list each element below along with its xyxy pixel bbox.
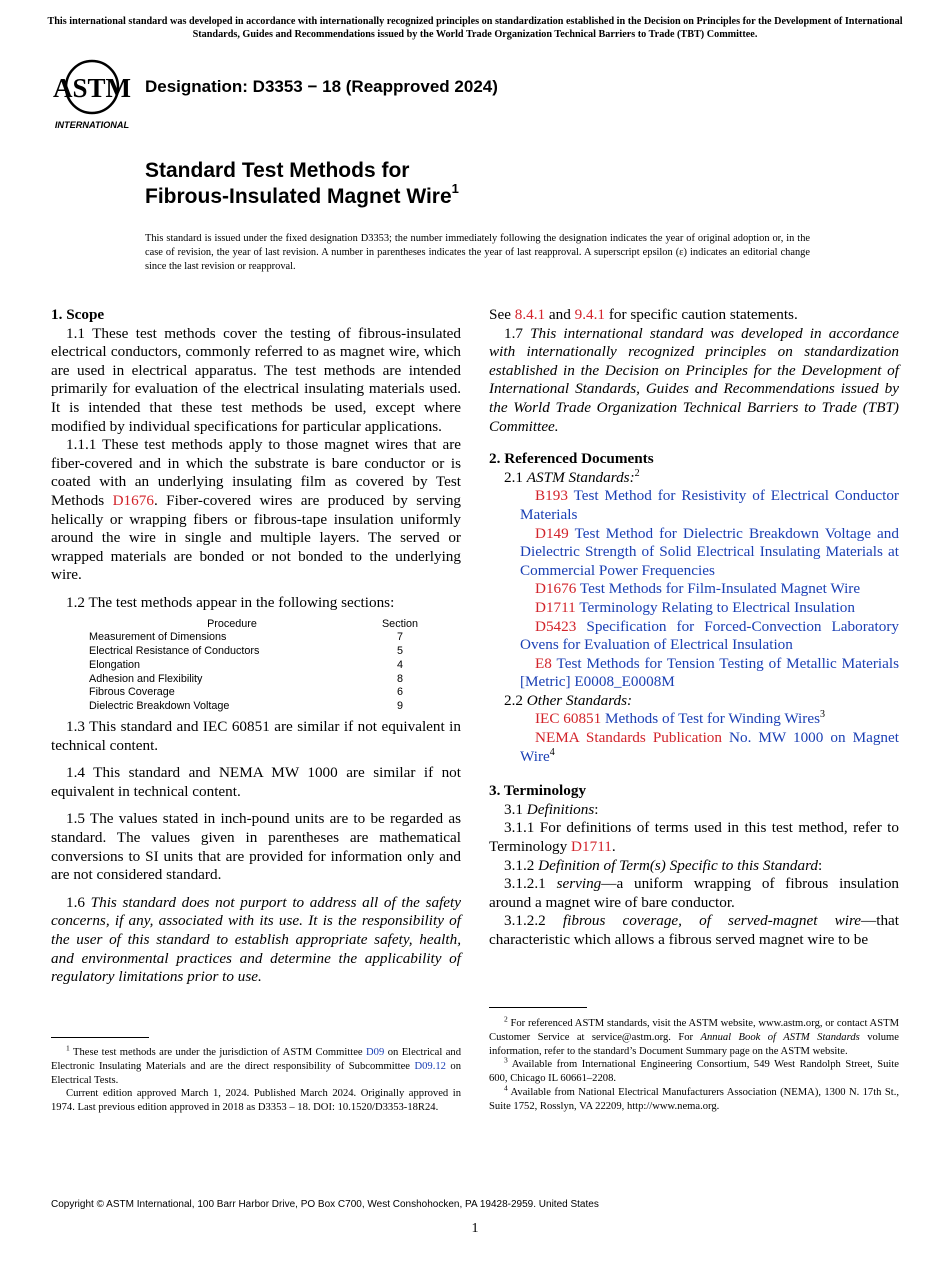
para-3-1: 3.1 Definitions: — [504, 800, 599, 818]
para-1-3: 1.3 This standard and IEC 60851 are similar if not equivalent in technical content. — [51, 718, 461, 754]
designation: Designation: D3353 − 18 (Reapproved 2024) — [145, 77, 498, 96]
link-d1711[interactable]: D1711 — [571, 838, 612, 856]
footnotes-right — [489, 1014, 899, 1114]
table-cell-section: 5 — [396, 645, 403, 658]
table-cell-procedure: Fibrous Coverage — [89, 686, 175, 699]
title-line-1: Standard Test Methods for — [145, 159, 410, 182]
section-3-heading: 3. Terminology — [489, 782, 587, 800]
link-d09[interactable]: D09 — [366, 1047, 385, 1058]
ref-item-b193[interactable]: B193 Test Method for Resistivity of Electrical Conductor Materials — [520, 487, 899, 523]
logo-subtext: INTERNATIONAL — [54, 120, 130, 130]
link-d09-12[interactable]: D09.12 — [414, 1060, 446, 1072]
table-cell-procedure: Measurement of Dimensions — [89, 631, 227, 644]
right-column — [489, 306, 899, 950]
para-1-1: 1.1 These test methods cover the testing of fibrous-insulated electrical conductors, commonly referred to as magnet wire, which are used in electrical apparatus. The test methods are intended primarily for evaluation of the electrical insulating materials used. It is intended that these test methods be used, except where modified by individual specifications for particular applications. — [51, 324, 461, 435]
para-3-1-2: 3.1.2 Definition of Term(s) Specific to this Standard: — [504, 856, 823, 874]
footnote-divider-left — [51, 1037, 149, 1038]
ref-item-e8[interactable]: E8 Test Methods for Tension Testing of Metallic Materials [Metric] E0008_E0008M — [520, 654, 899, 691]
logo-text: ASTM — [52, 73, 132, 103]
para-1-2: 1.2 The test methods appear in the following sections: — [66, 593, 395, 611]
table-cell-section: 9 — [396, 700, 403, 713]
link-8-4-1[interactable]: 8.4.1 — [514, 306, 546, 323]
footnote-mark-2[interactable]: 2 — [634, 467, 640, 479]
footnotes-left — [51, 1043, 462, 1115]
table-cell-section: 7 — [396, 631, 403, 644]
para-3-1-2-1: 3.1.2.1 serving—a uniform wrapping of fibrous insulation around a magnet wire of bare conductor. — [489, 875, 900, 911]
ref-item-d149[interactable]: D149 Test Method for Dielectric Breakdown Voltage and Dielectric Strength of Solid Electrical Insulating Materials at Commercial Power Frequencies — [520, 524, 899, 579]
table-row — [89, 645, 425, 659]
table-row — [89, 631, 425, 645]
para-3-1-2-2: 3.1.2.2 fibrous coverage, of served-magnet wire—that characteristic which allows a fibrous served magnet wire to be — [489, 912, 899, 948]
top-notice: This international standard was developed in accordance with internationally recognized principles on standardization established in the Decision on Principles for the Development of International Standards, Guides and Recommendations issued by the World Trade Organization Technical Barriers to Trade (TBT) Committee. — [47, 16, 903, 40]
table-row — [89, 673, 425, 687]
table-cell-procedure: Dielectric Breakdown Voltage — [89, 700, 230, 713]
para-3-1-1: 3.1.1 For definitions of terms used in this test method, refer to Terminology D1711. — [489, 819, 899, 856]
table-cell-procedure: Electrical Resistance of Conductors — [89, 645, 260, 658]
astm-logo-icon — [52, 56, 136, 132]
copyright: Copyright © ASTM International, 100 Barr Harbor Drive, PO Box C700, West Conshohocken, PA 19428-2959. United States — [51, 1199, 599, 1210]
para-2-1: 2.1 ASTM Standards:$^2$ — [504, 467, 640, 486]
para-1-5: 1.5 The values stated in inch-pound units are to be regarded as standard. The values given in parentheses are mathematical conversions to SI units that are provided for information only and are not considered standard. — [51, 810, 461, 884]
footnote-2: $^2$ For referenced ASTM standards, visit the ASTM website, www.astm.org, or contact ASTM Customer Service at service@astm.org. For Annual Book of ASTM Standards volume information, refer to the standard’s Document Summary page on the ASTM website. — [489, 1014, 899, 1057]
link-9-4-1[interactable]: 9.4.1 — [574, 306, 606, 323]
link-d1676[interactable]: D1676 — [112, 491, 154, 509]
page-title — [145, 158, 459, 210]
ref-item-nema-mw1000[interactable]: NEMA Standards Publication No. MW 1000 on Magnet Wire$^4$ — [520, 729, 899, 765]
table-row — [89, 700, 425, 714]
footnote-4: $^4$ Available from National Electrical Manufacturers Association (NEMA), 1300 N. 17th St., Suite 1752, Rosslyn, VA 22209, http://www.nema.org. — [489, 1083, 899, 1112]
table-header-section: Section — [381, 617, 418, 630]
ref-item-d1676[interactable]: D1676 Test Methods for Film-Insulated Magnet Wire — [535, 580, 861, 598]
left-column — [51, 306, 461, 987]
footnote-3: $^3$ Available from International Engineering Consortium, 549 West Randolph Street, Suite 600, Chicago IL 60661–2208. — [489, 1055, 899, 1085]
ref-item-d1711[interactable]: D1711 Terminology Relating to Electrical Insulation — [535, 598, 855, 616]
table-cell-section: 8 — [396, 672, 403, 685]
table-cell-procedure: Adhesion and Flexibility — [89, 672, 203, 685]
footnote-divider-right — [489, 1007, 587, 1008]
title-line-2: Fibrous-Insulated Magnet Wire$^1$ — [145, 181, 459, 208]
section-2-heading: 2. Referenced Documents — [489, 450, 654, 468]
para-1-6-continued: See 8.4.1 and 9.4.1 for specific caution statements. — [489, 306, 798, 323]
section-1-heading: 1. Scope — [51, 306, 105, 323]
title-footnote-mark[interactable]: 1 — [451, 181, 459, 196]
para-1-4: 1.4 This standard and NEMA MW 1000 are similar if not equivalent in technical content. — [51, 764, 461, 800]
edition-note: Current edition approved March 1, 2024. Published March 2024. Originally approved in 1974. Last previous edition approved in 2018 as D3353 – 18. DOI: 10.1520/D3353-18R24. — [51, 1088, 461, 1114]
ref-item-d5423[interactable]: D5423 Specification for Forced-Convection Laboratory Ovens for Evaluation of Electrical Insulation — [520, 617, 900, 654]
table-cell-section: 6 — [396, 686, 403, 699]
para-1-6: 1.6 This standard does not purport to address all of the safety concerns, if any, associated with its use. It is the responsibility of the user of this standard to establish appropriate safety, health, and environmental practices and determine the applicability of regulatory limitations prior to use. — [51, 893, 462, 986]
para-2-2: 2.2 Other Standards: — [504, 691, 633, 709]
sections-table — [89, 618, 425, 715]
ref-item-iec-60851[interactable]: IEC 60851 Methods of Test for Winding Wires$^3$ — [535, 709, 825, 728]
para-1-1-1: 1.1.1 These test methods apply to those magnet wires that are fiber-covered and in which the substrate is bare conductor or is coated with an underlying insulating film as covered by Test Methods D1676. Fiber-covered wires are produced by serving helically or wrapping fibers or fibrous-tape insulation uniformly around the wire in single and multiple layers. The served or wrapped materials are bonded or not bonded to the underlying wire. — [51, 436, 462, 584]
footnote-1: $^1$ These test methods are under the jurisdiction of ASTM Committee D09 on Electrical and Electronic Insulating Materials and are the direct responsibility of Subcommittee D09.12 on Electrical Tests. — [51, 1043, 462, 1086]
page-number: 1 — [471, 1221, 479, 1236]
table-cell-section: 4 — [396, 658, 403, 671]
table-header-procedure: Procedure — [207, 617, 257, 630]
table-row — [89, 659, 425, 673]
issue-note: This standard is issued under the fixed designation D3353; the number immediately following the designation indicates the year of original adoption or, in the case of revision, the year of last revision. A number in parentheses indicates the year of last reapproval. A superscript epsilon (ε) indicates an editorial change since the last revision or reapproval. — [145, 233, 810, 272]
table-cell-procedure: Elongation — [89, 658, 141, 671]
para-1-7: 1.7 This international standard was developed in accordance with internationally recognized principles on standardization established in the Decision on Principles for the Development of International Standards, Guides and Recommendations issued by the World Trade Organization Technical Barriers to Trade (TBT) Committee. — [489, 324, 900, 435]
table-row — [89, 686, 425, 700]
